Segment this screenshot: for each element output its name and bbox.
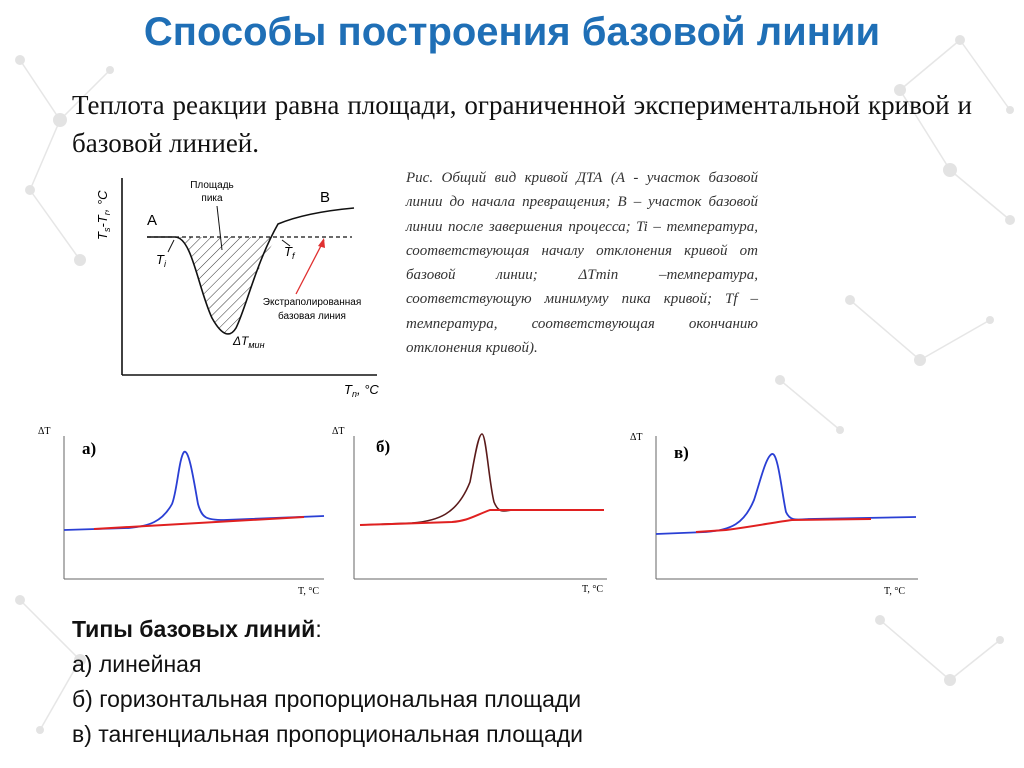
figure-caption <box>406 166 758 360</box>
caption-prefix: Рис. <box>406 170 434 186</box>
panel-a-ylabel: ΔT <box>38 426 51 437</box>
x-axis-label: $T_n$, °C <box>344 382 379 399</box>
type-item: в) тангенциальная пропорциональная площади <box>72 721 583 747</box>
types-colon: : <box>315 616 322 642</box>
panel-c-curve <box>656 454 916 534</box>
panel-b-label: б) <box>376 437 391 456</box>
panel-a-baseline <box>94 517 304 529</box>
panel-a-label: а) <box>82 439 97 458</box>
panel-b <box>332 422 614 602</box>
panel-b-xlabel: T, °C <box>582 584 604 595</box>
types-heading-line <box>72 612 952 647</box>
extrapolated-arrow <box>296 240 324 294</box>
panel-c-ylabel: ΔT <box>630 432 643 443</box>
panel-c-label: в) <box>674 443 689 462</box>
panel-c <box>626 422 926 602</box>
type-item: б) горизонтальная пропорциональная площади <box>72 686 582 712</box>
caption-text: Общий вид кривой ДТА (А - участок базовой линии до начала превращения; В – участок базовой линии после завершения процесса; Ti – температура, соответствующая началу отклонения кривой от базовой линии; ΔTmin –температура, соответствующую минимуму пика кривой; Tf – температура, соответствующая окончанию отклонения кривой). <box>406 170 759 357</box>
dta-schematic <box>72 168 392 404</box>
label-extrapolated-1: Экстраполированная <box>262 297 362 308</box>
label-tf: $T_f$ <box>284 244 295 261</box>
panel-b-curve <box>360 434 604 525</box>
types-heading: Типы базовых линий <box>72 616 316 642</box>
slide-title: Способы построения базовой линии <box>143 10 881 54</box>
panel-c-baseline <box>696 519 871 532</box>
label-a: A <box>147 212 158 229</box>
label-dtmin: $\Delta T_{мин}$ <box>233 334 265 350</box>
y-axis-label: $T_s-T_r$, °C <box>95 190 112 240</box>
label-peak-area-1: Площадь <box>190 180 234 191</box>
panel-b-ylabel: ΔT <box>332 426 345 437</box>
panel-a <box>34 422 332 602</box>
label-peak-area-2: пика <box>201 193 223 204</box>
type-item: а) линейная <box>72 651 202 677</box>
label-extrapolated-2: базовая линия <box>278 311 346 322</box>
panel-b-baseline <box>360 510 604 525</box>
baseline-types <box>72 612 952 752</box>
intro-paragraph: Теплота реакции равна площади, ограниченной экспериментальной кривой и базовой линией. <box>72 90 972 158</box>
label-b: B <box>320 189 331 206</box>
peak-area <box>175 237 278 334</box>
panel-c-xlabel: T, °C <box>884 586 906 597</box>
label-ti: $T_i$ <box>156 252 166 269</box>
extrapolated-arrowhead <box>318 238 325 248</box>
ti-pointer <box>168 240 174 252</box>
panel-a-xlabel: T, °C <box>298 586 320 597</box>
